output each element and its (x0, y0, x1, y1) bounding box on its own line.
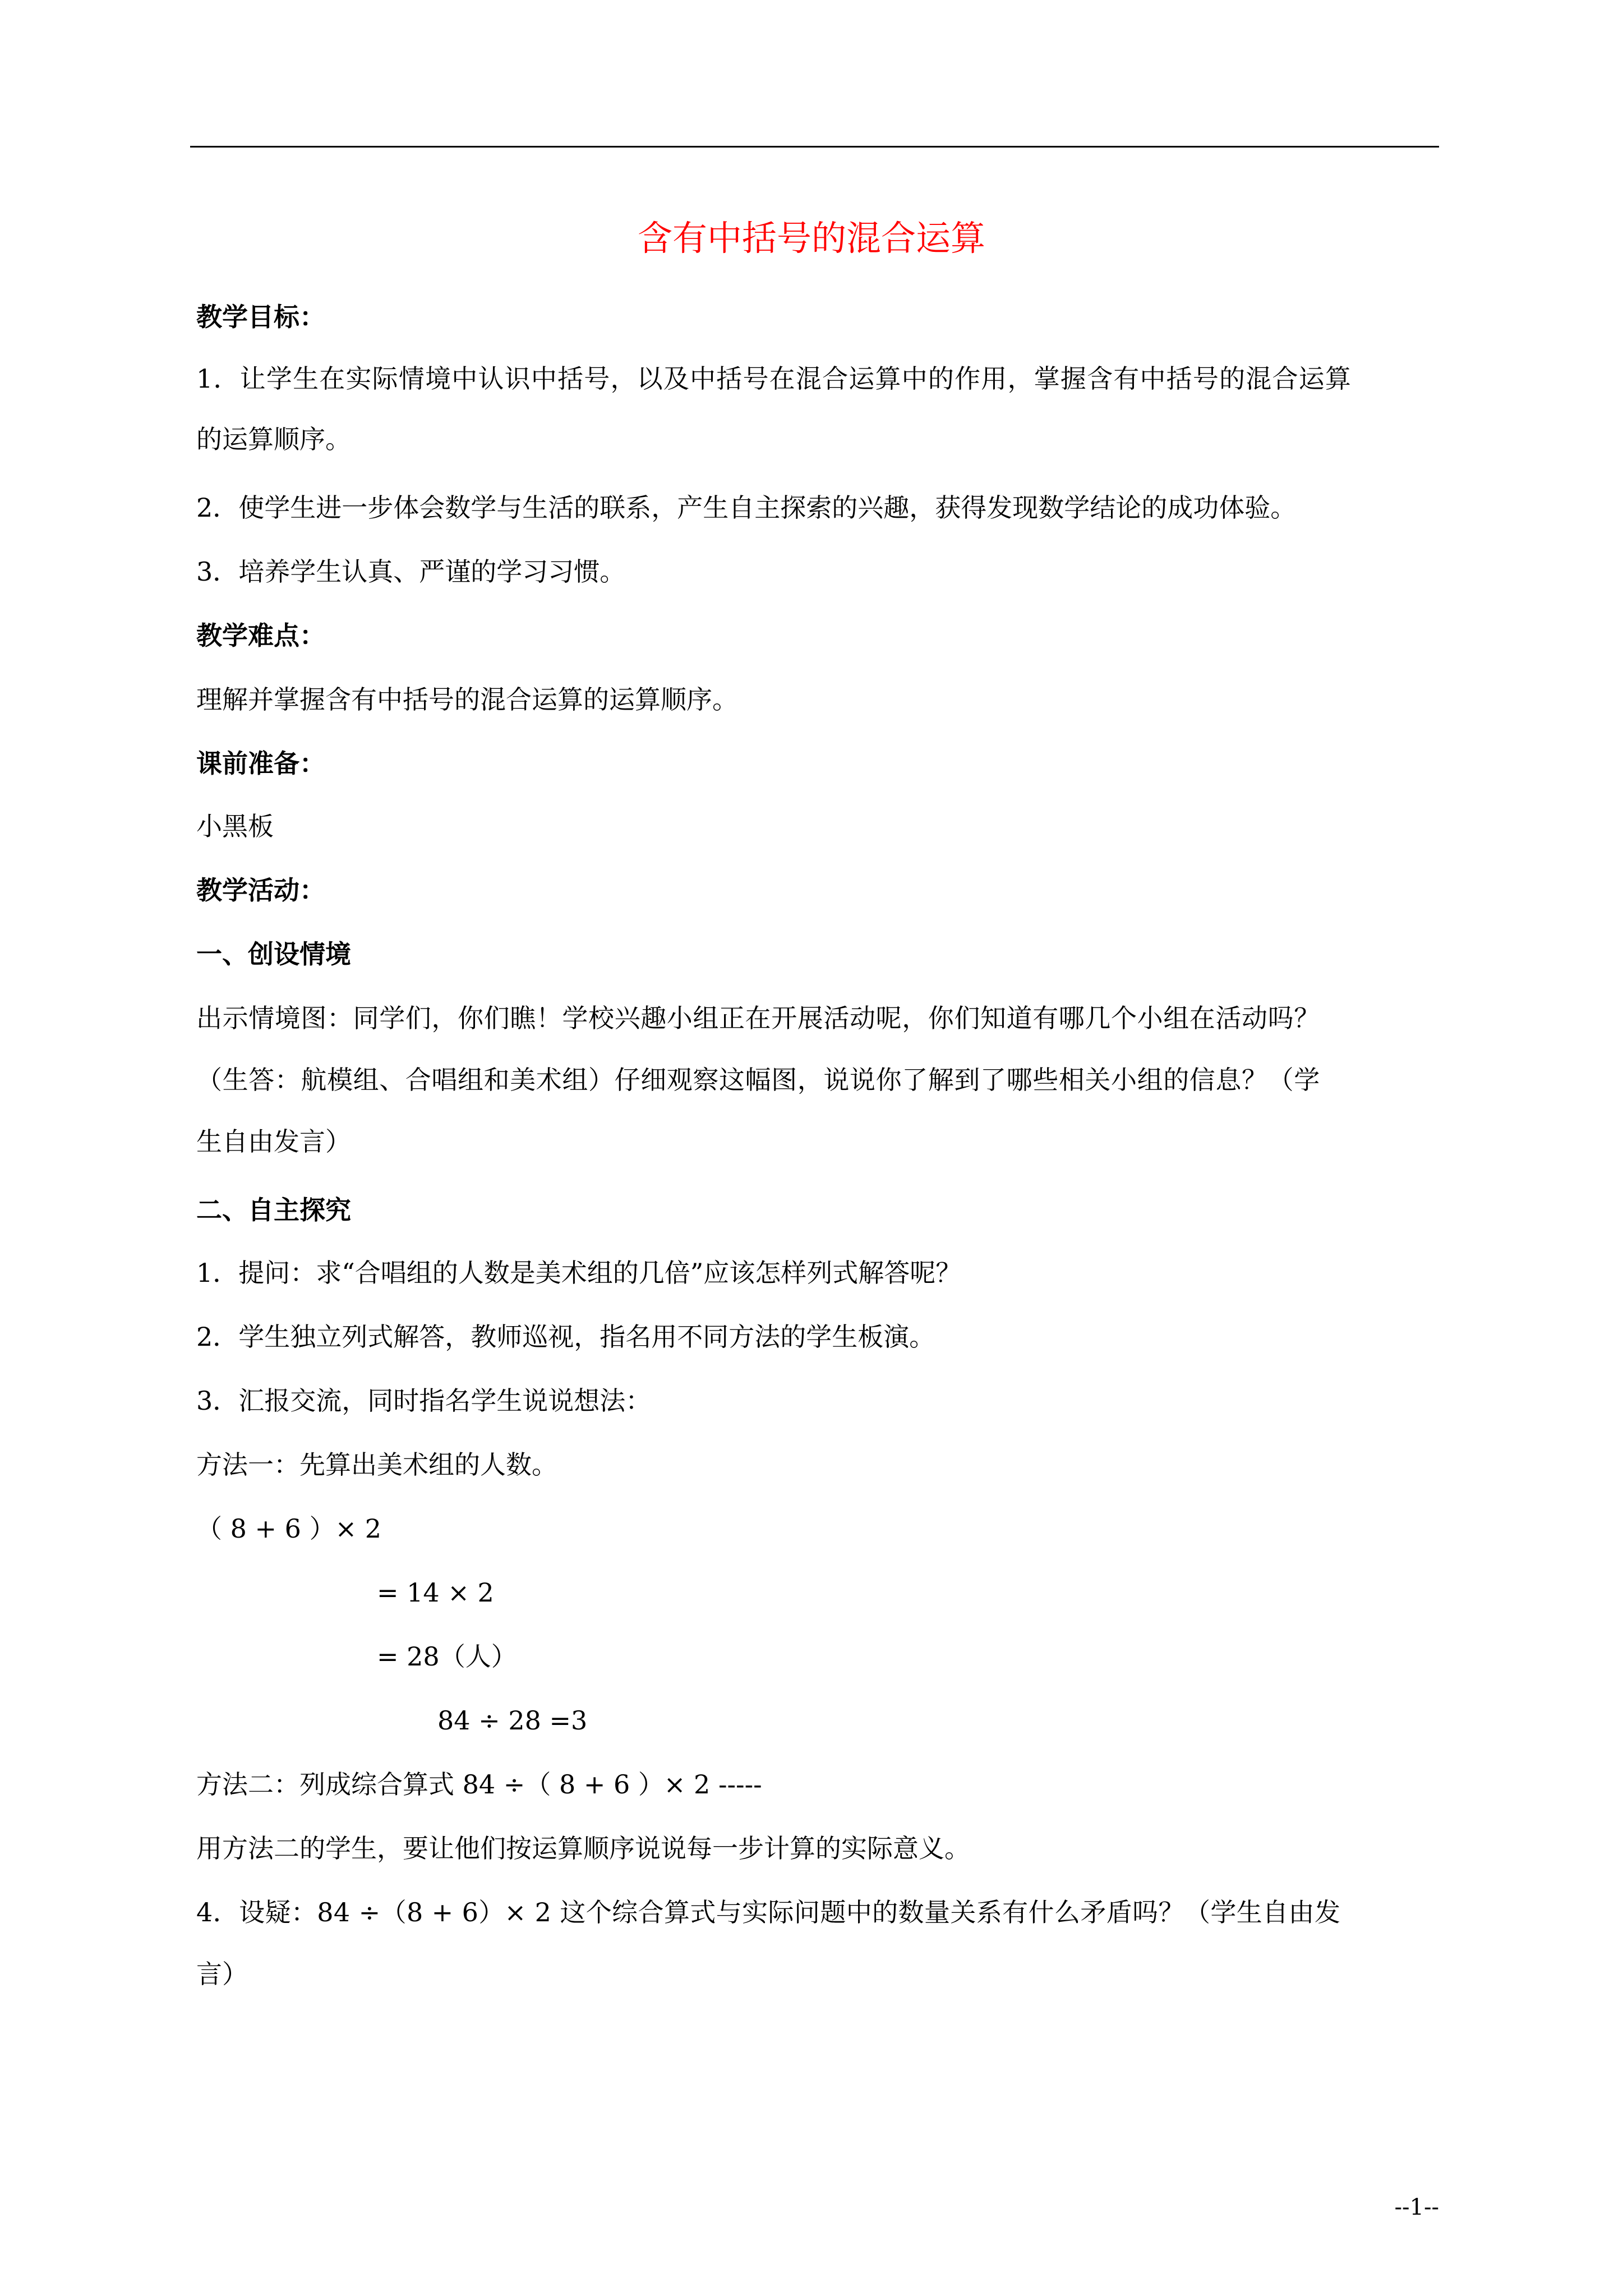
section-1-line-1: 出示情境图：同学们，你们瞧！学校兴趣小组正在开展活动呢，你们知道有哪几个小组在活动吗？ (196, 1003, 1320, 1033)
calc-step-3: = 28（人） (377, 1641, 517, 1672)
objective-3: 3．培养学生认真、严谨的学习习惯。 (196, 556, 626, 587)
activity-heading: 教学活动： (196, 875, 325, 905)
section-2-heading: 二、自主探究 (196, 1195, 351, 1225)
header-rule (190, 146, 1439, 148)
section-2-item-1: 1．提问：求“合唱组的人数是美术组的几倍”应该怎样列式解答呢？ (196, 1258, 962, 1288)
section-2-item-4-line-2: 言） (196, 1959, 248, 1989)
section-1-line-2: （生答：航模组、合唱组和美术组）仔细观察这幅图，说说你了解到了哪些相关小组的信息？（学 (196, 1065, 1320, 1095)
difficulty-text: 理解并掌握含有中括号的混合运算的运算顺序。 (196, 684, 738, 715)
preparation-text: 小黑板 (196, 811, 274, 841)
document-title: 含有中括号的混合运算 (637, 218, 985, 259)
objective-1-line-2: 的运算顺序。 (196, 424, 351, 454)
method-2-note: 用方法二的学生，要让他们按运算顺序说说每一步计算的实际意义。 (196, 1833, 970, 1864)
objective-1-line-1: 1．让学生在实际情境中认识中括号，以及中括号在混合运算中的作用，掌握含有中括号的混合运算 (196, 364, 1352, 394)
page-number: --1-- (1394, 2194, 1439, 2220)
section-1-heading: 一、创设情境 (196, 939, 351, 969)
method-1-label: 方法一：先算出美术组的人数。 (196, 1450, 557, 1480)
objectives-heading: 教学目标： (196, 302, 325, 332)
section-2-item-3: 3．汇报交流，同时指名学生说说想法： (196, 1386, 652, 1416)
calc-step-2: = 14 × 2 (377, 1577, 494, 1608)
calc-step-1: （ 8 + 6 ）× 2 (196, 1513, 381, 1544)
calc-step-4: 84 ÷ 28 =3 (437, 1705, 588, 1736)
objective-2: 2．使学生进一步体会数学与生活的联系，产生自主探索的兴趣，获得发现数学结论的成功体验。 (196, 493, 1297, 523)
section-2-item-4-line-1: 4．设疑：84 ÷（8 + 6）× 2 这个综合算式与实际问题中的数量关系有什么矛盾吗？（学生自由发 (196, 1897, 1341, 1927)
difficulty-heading: 教学难点： (196, 620, 325, 651)
preparation-heading: 课前准备： (196, 748, 325, 779)
section-2-item-2: 2．学生独立列式解答，教师巡视，指名用不同方法的学生板演。 (196, 1322, 935, 1352)
method-2-label: 方法二：列成综合算式 84 ÷（ 8 + 6 ）× 2 ----- (196, 1769, 762, 1800)
section-1-line-3: 生自由发言） (196, 1126, 351, 1157)
